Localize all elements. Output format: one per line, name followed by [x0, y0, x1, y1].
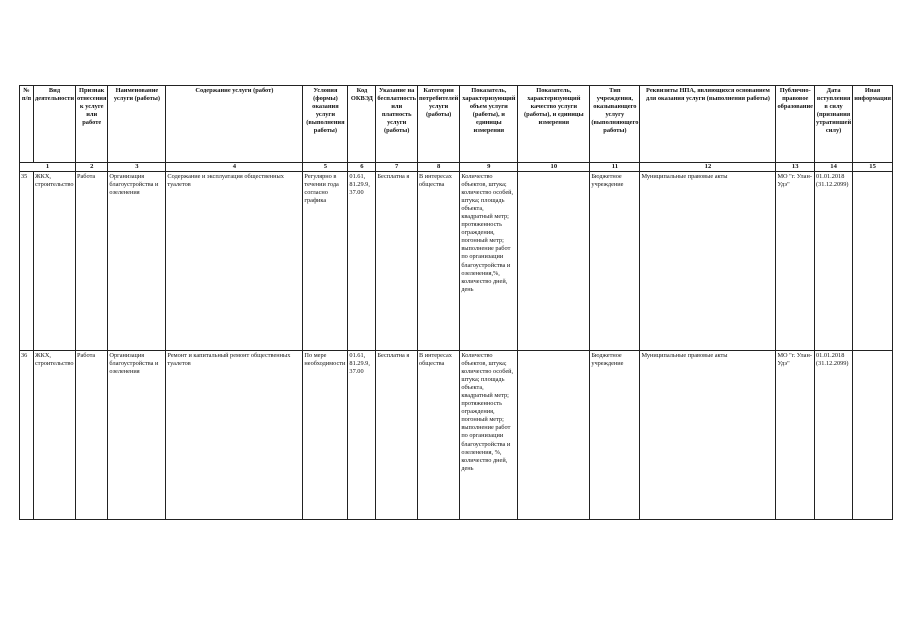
quality-cell	[518, 350, 590, 519]
column-number: 13	[776, 163, 815, 172]
quality-cell	[518, 171, 590, 350]
column-number: 1	[20, 163, 76, 172]
header-cell: № п/п	[20, 86, 34, 163]
column-number: 4	[166, 163, 303, 172]
other-info-cell	[853, 350, 893, 519]
header-cell: Иная информация	[853, 86, 893, 163]
column-number: 12	[640, 163, 776, 172]
volume-cell: Количество объектов, штука; количество особей, штука; площадь объекта, квадратный метр; протяженность ограждения, погонный метр; выполнение работ по организации благоустройства и озеленения, %, количество дней, день	[460, 350, 518, 519]
service-name-cell: Организация благоустройства и озеленения	[108, 350, 166, 519]
column-number: 14	[815, 163, 853, 172]
effective-date-cell: 01.01.2018 (31.12.2099)	[815, 350, 853, 519]
okved-cell: 01.61, 81.29.9, 37.00	[348, 350, 376, 519]
column-number: 5	[303, 163, 348, 172]
category-cell: В интересах общества	[417, 350, 459, 519]
activity-cell: ЖКХ, строительство	[34, 171, 76, 350]
header-cell: Содержание услуги (работ)	[166, 86, 303, 163]
header-cell: Указание на бесплатность или платность услуги (работы)	[376, 86, 418, 163]
row-number: 35	[20, 171, 34, 350]
header-cell: Показатель, характеризующий качество услуги (работы), и единицы измерения	[518, 86, 590, 163]
column-number: 11	[590, 163, 640, 172]
table-row	[20, 171, 893, 350]
column-number: 8	[417, 163, 459, 172]
activity-cell: ЖКХ, строительство	[34, 350, 76, 519]
header-cell: Наименование услуги (работы)	[108, 86, 166, 163]
content-cell: Ремонт и капитальный ремонт общественных туалетов	[166, 350, 303, 519]
conditions-cell: Регулярно в течении года согласно графика	[303, 171, 348, 350]
sign-cell: Работа	[76, 171, 108, 350]
column-number: 10	[518, 163, 590, 172]
header-cell: Дата вступления в силу (признания утратившей силу)	[815, 86, 853, 163]
category-cell: В интересах общества	[417, 171, 459, 350]
header-cell: Условия (формы) оказания услуги (выполнения работы)	[303, 86, 348, 163]
service-name-cell: Организация благоустройства и озеленения	[108, 171, 166, 350]
column-number: 9	[460, 163, 518, 172]
header-cell: Признак отнесения к услуге или работе	[76, 86, 108, 163]
column-number: 7	[376, 163, 418, 172]
header-cell: Публично-правовое образование	[776, 86, 815, 163]
effective-date-cell: 01.01.2018 (31.12.2099)	[815, 171, 853, 350]
header-cell: Вид деятельности	[34, 86, 76, 163]
public-entity-cell: МО "г. Улан-Удэ"	[776, 171, 815, 350]
volume-cell: Количество объектов, штука; количество особей, штука; площадь объекта, квадратный метр; протяженность ограждения, погонный метр; выполнение работ по организации благоустройства и озеленения,%, количество дней, день	[460, 171, 518, 350]
header-cell: Категории потребителей услуги (работы)	[417, 86, 459, 163]
institution-type-cell: Бюджетное учреждение	[590, 350, 640, 519]
institution-type-cell: Бюджетное учреждение	[590, 171, 640, 350]
header-cell: Показатель, характеризующий объем услуги (работы), и единицы измерения	[460, 86, 518, 163]
header-cell: Код ОКВЭД	[348, 86, 376, 163]
sign-cell: Работа	[76, 350, 108, 519]
header-cell: Тип учреждения, оказывающего услугу (выполняющего работы)	[590, 86, 640, 163]
content-cell: Содержание и эксплуатация общественных туалетов	[166, 171, 303, 350]
services-registry-table	[19, 85, 893, 520]
other-info-cell	[853, 171, 893, 350]
table-row	[20, 350, 893, 519]
header-row	[20, 86, 893, 163]
column-number: 3	[108, 163, 166, 172]
npa-cell: Муниципальные правовые акты	[640, 350, 776, 519]
row-number: 36	[20, 350, 34, 519]
npa-cell: Муниципальные правовые акты	[640, 171, 776, 350]
column-number: 15	[853, 163, 893, 172]
column-number: 2	[76, 163, 108, 172]
column-number-row	[20, 163, 893, 172]
okved-cell: 01.61, 81.29.9, 37.00	[348, 171, 376, 350]
header-cell: Реквизиты НПА, являющихся основанием для оказания услуги (выполнения работы)	[640, 86, 776, 163]
payment-cell: Бесплатна я	[376, 171, 418, 350]
conditions-cell: По мере необходимости	[303, 350, 348, 519]
public-entity-cell: МО "г. Улан-Удэ"	[776, 350, 815, 519]
payment-cell: Бесплатна я	[376, 350, 418, 519]
column-number: 6	[348, 163, 376, 172]
